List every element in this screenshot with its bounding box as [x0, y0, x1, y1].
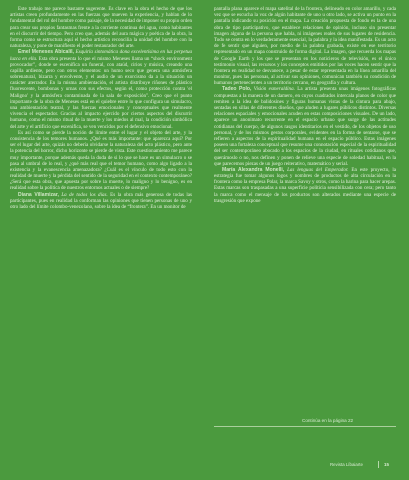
work-title: Esquirla sintomática dona excelentísima en luz perpetua luzca en ella.	[10, 49, 192, 62]
work-title: La de todos los días.	[61, 191, 108, 198]
paragraph	[214, 167, 396, 204]
paragraph-text: La artista presenta unas imágenes fotográficas compuestas a la manera de un damero, en cuyos cuadrados intercala planos de color que remiten a la idea de balidosines y figuras humanas vistas de la cintura para abajo, sentadas en sillas de diferentes diseños, que aluden a lugares públicos distintos. Diversas relaciones espaciales y emocionales acuden en estas composiciones visuales. De un lado, aparece un anonimato recurrente en el espacio urbano que surge de las actitudes cotidianas del cuerpo, de algunos rasgos identitarios en el vestido, de los objetos de uso personal, y de los mismos gestos corporales, evidentes en la forma de sentarse, que se refieren a aspectos de la espiritualidad humana en el espacio público. Estas imágenes poseen una fortaleza conceptual que resume una connotación especial de la espiritualidad del ser contemporáneo abocado a los espacios de la ciudad, en rituales cotidianos que, querámoslo o no, nos definen y ponen de relieve una especie de soledad habitual, en la que parecemos piezas de un juego reiterativo, matemático y serial.	[214, 86, 397, 167]
right-column	[214, 6, 396, 204]
paragraph-text: Esta obra presenta lo que el mismo Meneses llama un “shock environment provocador”, donde se escenifica un funeral, con ataúd, cirios y música, creando una capilla ardiente, pero con otros elementos: un humo seco que genera una atmósfera sobrenatural, bizarra y envolvente, y el audio de un exorcismo da a la situación un carácter aterrador. En la misma ambientación, el artista distribuye riñones de plástico fluorescente, bombonas y urnas con sus efectos, según el, como protección contra 'el Maligno' y la atmósfera contaminada de la sala de exposición". Creo que el punto importante de la obra de Meneses está en el quiebre entre lo que configura un simulacro, una ambientación teatral, y las fuerzas emocionales y conceptuales que realmente vivencia el espectador. Gracias al impacto ejercido por ciertos aspectos del discurrir humano, como el mismo ritual de la muerte y los miedos al mal, la condición simbólica del arte y el artificio que escenifica, se ven vencidos por el defensivo emocional.	[10, 55, 192, 130]
footer-divider	[378, 461, 379, 468]
artist-name: Tadeo Polo,	[222, 86, 252, 93]
magazine-name: Revista Líbaiarte	[330, 462, 363, 467]
work-title: Las lenguas del Emperador.	[287, 166, 349, 173]
paragraph-text: Es la obra más generosa de todas las participantes, pues en realidad la conforman las opiniones que tienen personas de uno y otro lado del límite colombo-venezolano, sobre la idea de “frontera”. En un monitor de	[10, 191, 192, 210]
paragraph-text: En este proyecto, la estrategia fue tomar algunos logos y nombres de productos de alta circulación en la frontera como la empresa Polar, la marca Savoy y otros, como la harina para hacer arepas. Estas marcas son traspasadas a una superficie políticia sensibilizada con cera; pero tanto la marca como el mensaje de los productos son alterados mediante una especie de trasgresión que expone	[214, 166, 397, 204]
paragraph-text: pantalla plana aparece el mapa satelital de la frontera, delineado en color amarillo, y cada vez que se escucha la voz de algún habitante de uno u otro lado, se activa un punto en la pantalla indicando su posición en el mapa. La creación propuesta de fondo es la de una obra de tipo participativo, que establece relaciones de opinión, incluso sin presentar imagen alguna de la persona que habla, ni imágenes reales de sus lugares de residencia. Todo se centra en lo verdaderamente esencial, la palabra y la idea manifestada. Es un acto de fe sentir que alguien, por medio de la palabra grabada, existe en ese territorio representado en un mapa construido de forma digital. La imagen, que recuerda los mapas de Google Earth y los que se presentan en los noticieros de televisión, es el único testimonio visual, las recursos y los conceptos emitidos por las voces hacen sentir que la frontera en realidad se desvanece, a pesar de estar representada en la línea amarilla del monitor, pues las personas, al activar sus opiniones, comunican también su condición de humanos pertenecientes a un territorio cercano, en geografía y cultura.	[214, 6, 396, 87]
artist-name: Emel Meneses Abicalil,	[18, 49, 74, 56]
paragraph-text: Este trabajo me parece bastante sugerente. Es clave en la obra el hecho de que los artistas creen profundamente en las fuerzas que mueven la experiencia, y hablan de lo fundamental del rol del hombre como paisaje, de la necesidad de imponer su propio orden para crear sus propios fantasmas frente a la corriente continua del agua, como habitantes en el discurrir del tiempo. Pero creo que, además del aura mágica y poética de la obra, la forma como se estructura aquí el hecho artístico reconcilia la unidad del hombre con la naturaleza, y pone de manifiesto el poder restaurador del arte.	[10, 6, 192, 50]
paragraph	[214, 6, 396, 86]
work-title: Visión esmeraldina.	[253, 86, 295, 93]
paragraph	[10, 49, 192, 129]
continuation-note: Continúa en la página 22	[302, 418, 354, 423]
paragraph	[10, 192, 192, 211]
left-column	[10, 6, 192, 210]
artist-name: Diana Villamizar,	[18, 191, 59, 198]
paragraph	[10, 6, 192, 49]
page-number: 15	[384, 462, 389, 467]
paragraph	[214, 86, 396, 166]
divider-rule	[214, 426, 396, 427]
paragraph-text: Es así como se pierde la noción de límite entre el lugar y el objeto del arte, y la consistencia de los temores humanos. ¿Qué es más importante: que aparezca aquí? Por ser el lugar del arte, quizás no debería olvidarse la naturaleza del acto plástico, pero ante la potencia del horror, dicho horizonte se pierde de vista. Este cuestionamiento me parece muy importante, porque además queda la duda de si lo que se hace es un simulacro o se pasa al umbral de lo real, y ¿qué más real que el temor humano, como algo ligado a la existencia y la evanescencia amenazadora? ¿Cuál es el vínculo de todo esto con la realidad de muerte y la pérdida del sentido de la seguridad en el contexto contemporáneo? ¿Será que esta obra, que apuesta por sobre la muerte, lo maligno y lo benigno, es en realidad sobre la política de nuestros entornos actuales o de siempre?	[10, 129, 192, 192]
paragraph	[10, 130, 192, 192]
artist-name: María Alexandra Monelli,	[222, 166, 285, 173]
